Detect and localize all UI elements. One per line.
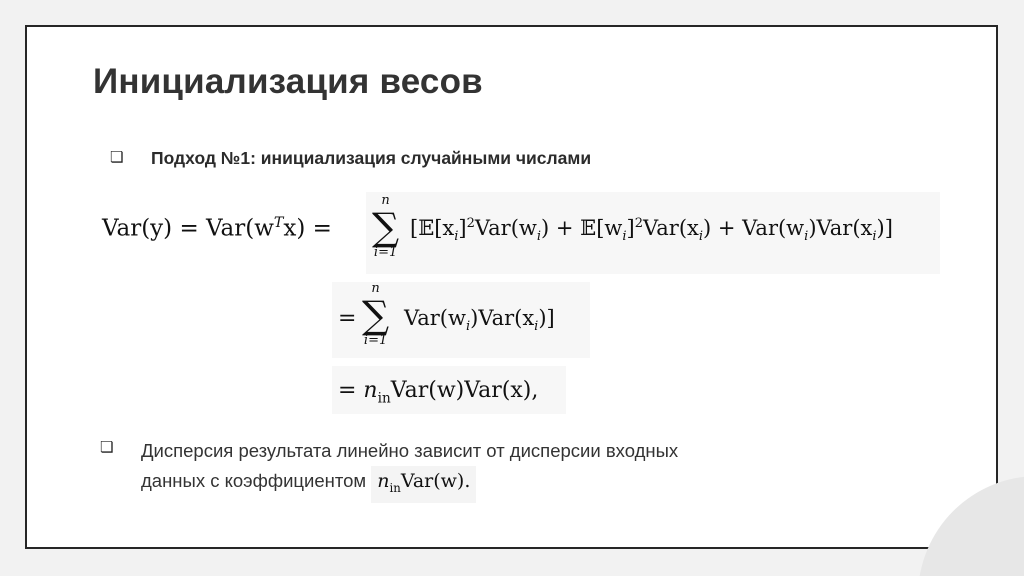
sum-lower-limit: i=1 bbox=[373, 245, 398, 260]
equation-lhs bbox=[94, 198, 362, 264]
sum-upper-limit: n bbox=[371, 281, 380, 296]
eq1-sub: i bbox=[454, 229, 459, 245]
eq1-sub: i bbox=[804, 229, 809, 245]
eq1-sub: i bbox=[872, 229, 877, 245]
eq1-sup: 2 bbox=[634, 216, 644, 231]
checkbox-bullet-icon: ❏ bbox=[100, 438, 114, 456]
equation-lhs-end: x) = bbox=[283, 215, 332, 242]
equation-line-3-body bbox=[338, 378, 538, 406]
eq1-part: Var(w bbox=[474, 216, 537, 240]
equation-line-1-body bbox=[410, 216, 893, 244]
eq1-sub: i bbox=[536, 229, 542, 245]
eq3-sub: in bbox=[377, 390, 391, 407]
eq1-part: )] bbox=[876, 216, 893, 240]
equation-lhs-text: Var(y) = Var(w bbox=[102, 215, 274, 242]
equation-line-2 bbox=[332, 282, 590, 358]
eq1-sub: i bbox=[698, 229, 704, 245]
eq2-sub: i bbox=[465, 319, 471, 335]
sum-lower-limit: i=1 bbox=[363, 333, 388, 348]
summation-symbol: n ∑ i=1 bbox=[372, 193, 400, 260]
equation-line-2-body bbox=[404, 306, 555, 334]
eq3-part: = n bbox=[338, 378, 378, 403]
bullet-text-line-2 bbox=[141, 466, 678, 503]
inline-formula-n: n bbox=[377, 470, 390, 492]
eq2-part: )] bbox=[538, 306, 555, 330]
bullet-text-approach: Подход №1: инициализация случайными числами bbox=[151, 148, 592, 168]
summation-symbol-2: n ∑ i=1 bbox=[362, 281, 390, 348]
eq1-part: Var(x bbox=[643, 216, 699, 240]
equation-line-1 bbox=[366, 192, 940, 274]
sum-upper-limit: n bbox=[381, 193, 390, 208]
checkbox-bullet-icon: ❏ bbox=[110, 148, 124, 166]
bullet-text-line-1: Дисперсия результата линейно зависит от дисперсии входных bbox=[141, 440, 679, 461]
eq1-part: ) + Var(w bbox=[703, 216, 805, 240]
equation-lhs-sup: T bbox=[273, 215, 284, 231]
inline-formula-rest: Var(w). bbox=[400, 470, 471, 492]
eq1-sup: 2 bbox=[466, 216, 475, 231]
eq1-part: )Var(x bbox=[808, 216, 873, 240]
eq2-part: Var(w bbox=[404, 306, 466, 330]
bullet-text-line-2-text: данных с коэффициентом bbox=[141, 470, 367, 491]
eq2-sub: i bbox=[534, 319, 539, 335]
page-title: Инициализация весов bbox=[93, 62, 483, 101]
eq1-part: ] bbox=[626, 216, 635, 240]
bullet-text-variance bbox=[141, 436, 678, 503]
eq1-part: ) + 𝔼[w bbox=[541, 216, 623, 240]
eq3-part: Var(w)Var(x), bbox=[390, 378, 539, 403]
eq1-part: ] bbox=[458, 216, 467, 240]
eq1-part: [𝔼[x bbox=[410, 216, 455, 240]
eq1-sub: i bbox=[622, 229, 627, 245]
eq2-part: )Var(x bbox=[470, 306, 535, 330]
inline-formula bbox=[371, 466, 476, 503]
inline-formula-sub: in bbox=[389, 480, 401, 495]
equation-line-3 bbox=[332, 366, 566, 414]
eq2-equals: = bbox=[338, 306, 357, 331]
